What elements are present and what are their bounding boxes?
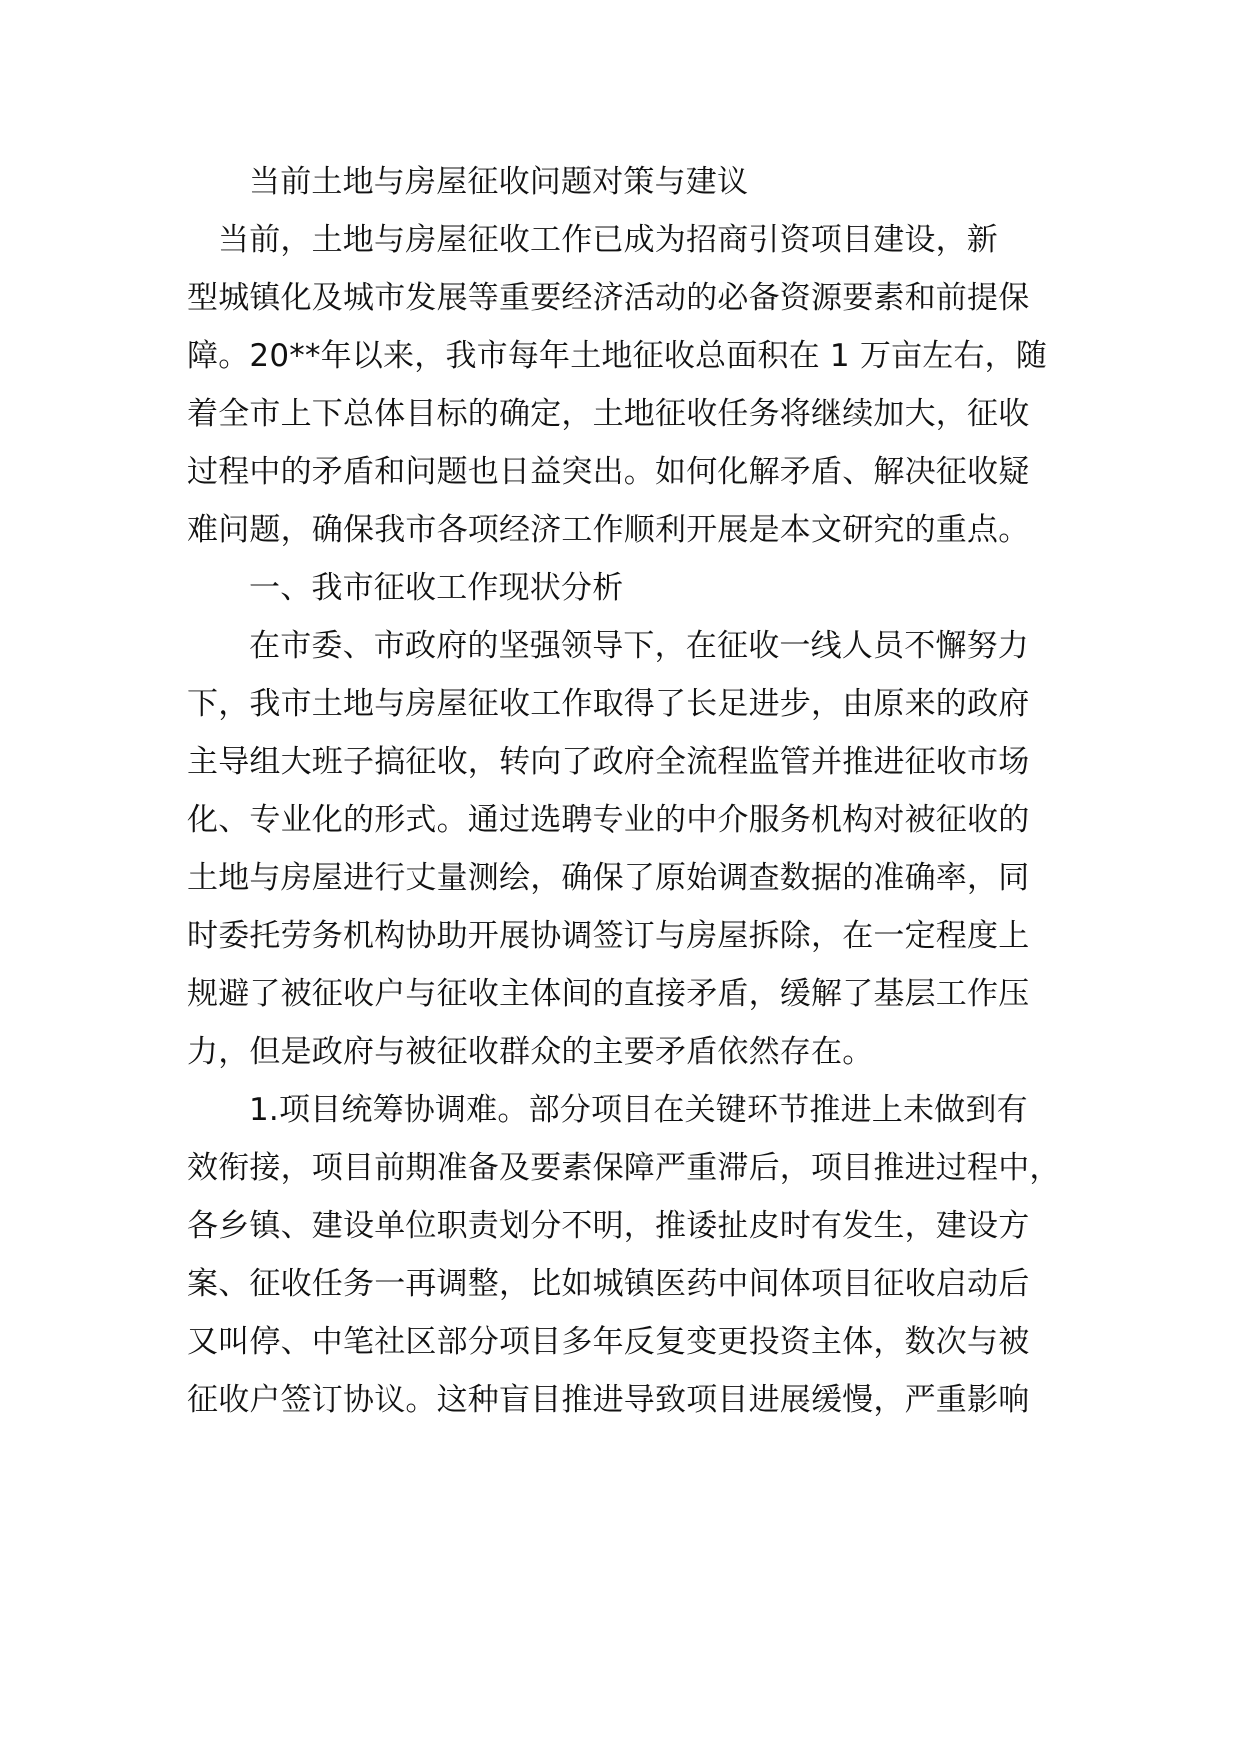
- paragraph-line: 下，我市土地与房屋征收工作取得了长足进步，由原来的政府: [187, 686, 1030, 722]
- paragraph-line: 效衔接，项目前期准备及要素保障严重滞后，项目推进过程中，: [187, 1150, 1061, 1186]
- paragraph-line: 案、征收任务一再调整，比如城镇医药中间体项目征收启动后: [187, 1266, 1030, 1302]
- paragraph-line: 化、专业化的形式。通过选聘专业的中介服务机构对被征收的: [187, 802, 1030, 838]
- paragraph-line: 在市委、市政府的坚强领导下，在征收一线人员不懈努力: [249, 628, 1029, 664]
- section-heading: 一、我市征收工作现状分析: [249, 570, 624, 606]
- paragraph-line: 障。20**年以来，我市每年土地征收总面积在 1 万亩左右，随: [187, 338, 1048, 374]
- paragraph-line: 征收户签订协议。这种盲目推进导致项目进展缓慢，严重影响: [187, 1382, 1030, 1418]
- paragraph-line: 土地与房屋进行丈量测绘，确保了原始调查数据的准确率，同: [187, 860, 1030, 896]
- paragraph-line: 难问题，确保我市各项经济工作顺利开展是本文研究的重点。: [187, 512, 1030, 548]
- paragraph-line: 过程中的矛盾和问题也日益突出。如何化解矛盾、解决征收疑: [187, 454, 1030, 490]
- paragraph-line: 力，但是政府与被征收群众的主要矛盾依然存在。: [187, 1034, 874, 1070]
- paragraph-line: 规避了被征收户与征收主体间的直接矛盾，缓解了基层工作压: [187, 976, 1030, 1012]
- paragraph-line: 主导组大班子搞征收，转向了政府全流程监管并推进征收市场: [187, 744, 1030, 780]
- document-title: 当前土地与房屋征收问题对策与建议: [249, 164, 749, 200]
- paragraph-line: 当前，土地与房屋征收工作已成为招商引资项目建设，新: [218, 222, 998, 258]
- paragraph-line: 1.项目统筹协调难。部分项目在关键环节推进上未做到有: [249, 1092, 1028, 1128]
- paragraph-line: 时委托劳务机构协助开展协调签订与房屋拆除，在一定程度上: [187, 918, 1030, 954]
- paragraph-line: 各乡镇、建设单位职责划分不明，推诿扯皮时有发生，建设方: [187, 1208, 1030, 1244]
- paragraph-line: 型城镇化及城市发展等重要经济活动的必备资源要素和前提保: [187, 280, 1030, 316]
- paragraph-line: 又叫停、中笔社区部分项目多年反复变更投资主体，数次与被: [187, 1324, 1030, 1360]
- paragraph-line: 着全市上下总体目标的确定，土地征收任务将继续加大，征收: [187, 396, 1030, 432]
